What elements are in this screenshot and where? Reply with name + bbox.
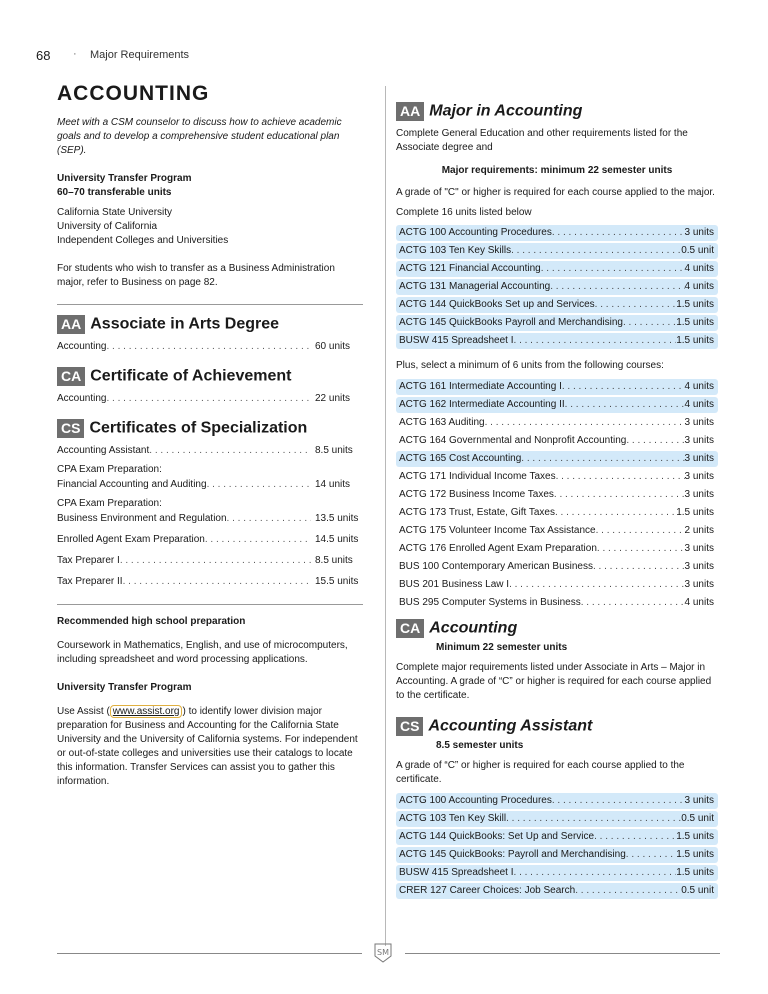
course-row: ACTG 145 QuickBooks: Payroll and Merchandising . . . 1.5 units (396, 847, 718, 863)
header-title: Major Requirements (90, 49, 190, 61)
hs-text: Coursework in Mathematics, English, and use of microcomputers, including spreadsheet and word processing applications. (57, 640, 348, 665)
ca-accounting-badge: CA (396, 619, 424, 638)
ca-accounting-title: Accounting (429, 619, 518, 637)
course-row: ACTG 172 Business Income Taxes . . . 3 units (396, 487, 718, 503)
major-badge: AA (396, 102, 424, 121)
cs-badge: CS (57, 419, 84, 438)
cs-row: Tax Preparer I . . . 8.5 units (57, 552, 363, 569)
course-row: ACTG 103 Ten Key Skills . . . 0.5 unit (396, 243, 718, 259)
hs-heading: Recommended high school preparation (57, 616, 246, 627)
course-row: BUSW 415 Spreadsheet I . . . 1.5 units (396, 333, 718, 349)
cs-section-heading (57, 419, 363, 438)
course-row: ACTG 144 QuickBooks: Set Up and Service . . . 1.5 units (396, 829, 718, 845)
course-row: ACTG 163 Auditing . . . 3 units (396, 415, 718, 431)
course-row: ACTG 176 Enrolled Agent Exam Preparation . . . 3 units (396, 541, 718, 557)
transfer-units: 60–70 transferable units (57, 187, 172, 198)
course-row: ACTG 175 Volunteer Income Tax Assistance . . . 2 units (396, 523, 718, 539)
grade-note: A grade of "C" or higher is required for each course applied to the major. (396, 187, 715, 198)
ca-badge: CA (57, 367, 85, 386)
complete-ge: Complete General Education and other requirements listed for the Associate degree and (396, 128, 688, 153)
cs-row: Tax Preparer II . . . 15.5 units (57, 573, 363, 590)
footer-rule (405, 953, 720, 954)
major-requirements: Major requirements: minimum 22 semester units (441, 165, 673, 176)
assist-link[interactable]: www.assist.org (110, 705, 183, 718)
aa-title: Associate in Arts Degree (90, 315, 280, 333)
divider (57, 304, 363, 305)
page-title: ACCOUNTING (57, 82, 210, 105)
course-row: BUSW 415 Spreadsheet I . . . 1.5 units (396, 865, 718, 881)
cs-row: Business Environment and Regulation . . . 13.5 units (57, 510, 363, 527)
aa-section-heading (57, 315, 363, 334)
major-heading (396, 102, 718, 121)
column-divider (385, 86, 386, 946)
course-row: ACTG 161 Intermediate Accounting I . . . 4 units (396, 379, 718, 395)
intro-text: Meet with a CSM counselor to discuss how to achieve academic goals and to develop a comprehensive student educational plan (SEP). (57, 117, 342, 156)
course-row: ACTG 131 Managerial Accounting . . . 4 units (396, 279, 718, 295)
course-row: ACTG 171 Individual Income Taxes . . . 3 units (396, 469, 718, 485)
major-title: Major in Accounting (429, 102, 583, 120)
utp-heading: University Transfer Program (57, 682, 192, 693)
course-row: ACTG 164 Governmental and Nonprofit Accounting . . . 3 units (396, 433, 718, 449)
complete-16: Complete 16 units listed below (396, 207, 532, 218)
cs-assistant-text: A grade of “C” or higher is required for each course applied to the certificate. (396, 760, 685, 785)
cs-row-top: CPA Exam Preparation: (57, 464, 162, 475)
elective-course-list (396, 379, 718, 611)
cs-row: Accounting Assistant . . . 8.5 units (57, 442, 363, 459)
ca-accounting-units: Minimum 22 semester units (436, 642, 568, 653)
ca-accounting-text: Complete major requirements listed under Associate in Arts – Major in Accounting. A grade of “C” or higher is required for each course applied to the certificate. (396, 662, 712, 701)
divider (57, 604, 363, 605)
course-row: ACTG 144 QuickBooks Set up and Services . . . 1.5 units (396, 297, 718, 313)
course-row: ACTG 145 QuickBooks Payroll and Merchandising . . . 1.5 units (396, 315, 718, 331)
cs-row: Enrolled Agent Exam Preparation . . . 14.5 units (57, 531, 363, 548)
course-row: ACTG 173 Trust, Estate, Gift Taxes . . . 1.5 units (396, 505, 718, 521)
transfer-heading: University Transfer Program (57, 173, 192, 184)
csm-logo-icon (371, 941, 395, 965)
cs-assistant-heading (396, 717, 718, 736)
transfer-line: Independent Colleges and Universities (57, 235, 229, 246)
transfer-line: University of California (57, 221, 158, 232)
cs-title: Certificates of Specialization (89, 419, 308, 437)
course-row: ACTG 100 Accounting Procedures . . . 3 units (396, 225, 718, 241)
left-column (57, 82, 363, 789)
header-separator: · (73, 48, 77, 60)
cs-row: Financial Accounting and Auditing . . . 14 units (57, 476, 363, 493)
core-course-list (396, 225, 718, 349)
ca-section-heading (57, 367, 363, 386)
cs-row-top: CPA Exam Preparation: (57, 498, 162, 509)
course-row: ACTG 162 Intermediate Accounting II . . . 4 units (396, 397, 718, 413)
course-row: ACTG 165 Cost Accounting . . . 3 units (396, 451, 718, 467)
course-row: ACTG 100 Accounting Procedures . . . 3 units (396, 793, 718, 809)
course-row: BUS 100 Contemporary American Business . . . 3 units (396, 559, 718, 575)
transfer-line: California State University (57, 207, 173, 218)
page-header (0, 48, 768, 68)
cs-assistant-badge: CS (396, 717, 423, 736)
right-column (396, 100, 718, 901)
aa-row: Accounting . . . 60 units (57, 338, 363, 355)
cs-assistant-units: 8.5 semester units (436, 740, 524, 751)
business-note: For students who wish to transfer as a Business Administration major, refer to Business on page 82. (57, 263, 335, 288)
page-number: 68 (36, 48, 51, 63)
ca-title: Certificate of Achievement (90, 367, 292, 385)
cs-assistant-title: Accounting Assistant (428, 717, 593, 735)
plus-text: Plus, select a minimum of 6 units from the following courses: (396, 360, 664, 371)
ca-row: Accounting . . . 22 units (57, 390, 363, 407)
cs-assistant-course-list (396, 793, 718, 899)
course-row: BUS 295 Computer Systems in Business . . . 4 units (396, 595, 718, 611)
svg-text:SM: SM (377, 948, 389, 957)
course-row: CRER 127 Career Choices: Job Search . . . 0.5 unit (396, 883, 718, 899)
course-row: ACTG 103 Ten Key Skill . . . 0.5 unit (396, 811, 718, 827)
ca-accounting-heading (396, 619, 718, 638)
course-row: ACTG 121 Financial Accounting . . . 4 units (396, 261, 718, 277)
utp-text: Use Assist ( www.assist.org ) to identify lower division major preparation for Business and Accounting for the California State University and the University of California systems. For independent or out-of-state colleges and universities use their catalogs to locate this information. Transfer Services can assist you to gather this information. (57, 706, 358, 787)
aa-badge: AA (57, 315, 85, 334)
course-row: BUS 201 Business Law I . . . 3 units (396, 577, 718, 593)
footer-rule (57, 953, 362, 954)
